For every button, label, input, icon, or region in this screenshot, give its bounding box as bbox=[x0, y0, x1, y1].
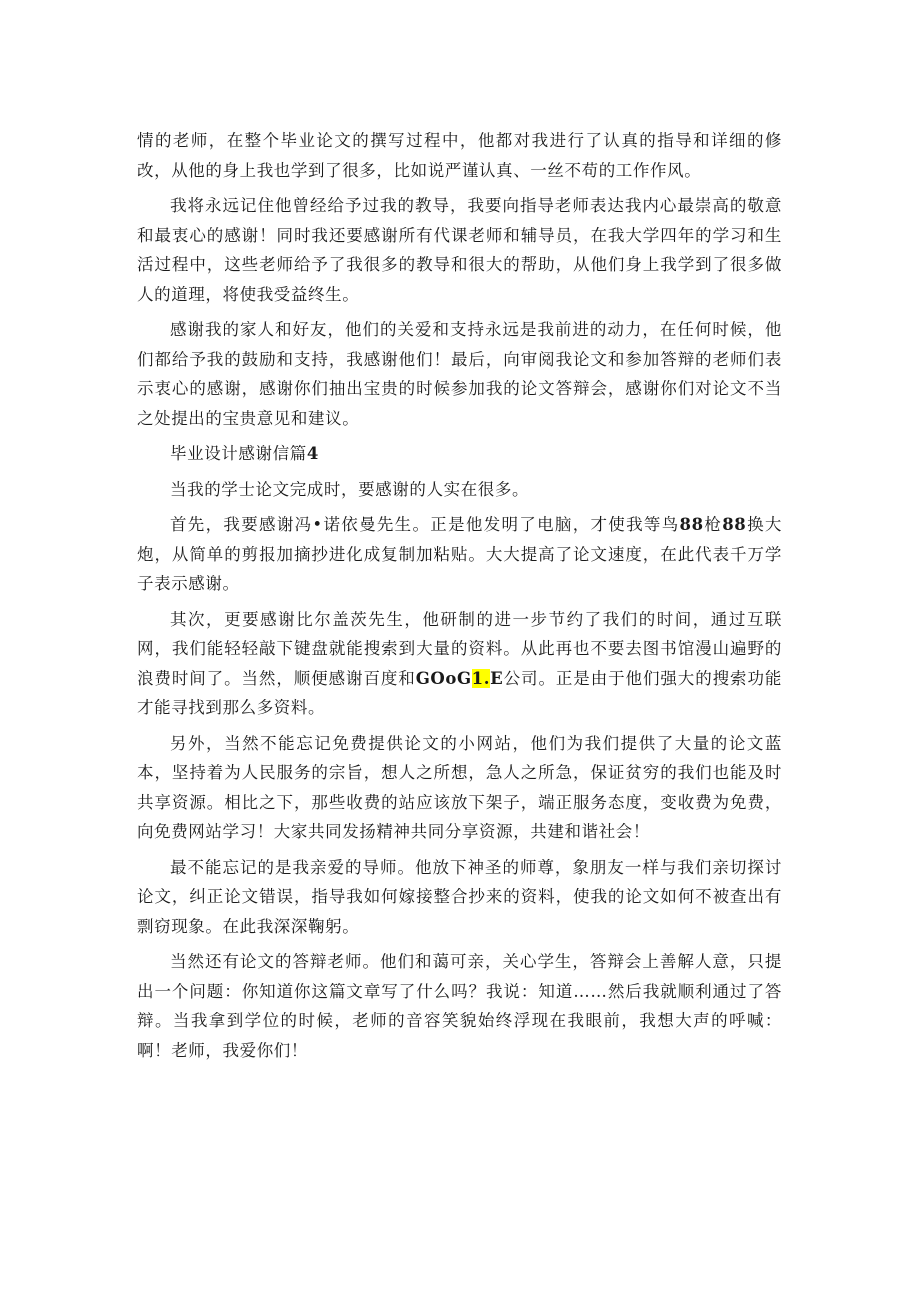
paragraph-4 bbox=[137, 510, 782, 599]
section-heading-number: 4 bbox=[306, 444, 319, 463]
paragraph-4-part-a: 首先，我要感谢冯•诺依曼先生。正是他发明了电脑，才使我等鸟 bbox=[170, 515, 680, 534]
paragraph-5-highlight: 1. bbox=[471, 668, 491, 688]
paragraph-3: 当我的学士论文完成时，要感谢的人实在很多。 bbox=[170, 479, 530, 499]
section-heading-text: 毕业设计感谢信篇 bbox=[170, 444, 307, 463]
paragraph-6: 另外，当然不能忘记免费提供论文的小网站，他们为我们提供了大量的论文蓝本，坚持着为人民服务的宗旨，想人之所想，急人之所急，保证贫穷的我们也能及时共享资源。相比之下，那些收费的站应该放下架子，端正服务态度，变收费为免费，向免费网站学习！大家共同发扬精神共同分享资源，共建和谐社会！ bbox=[137, 733, 782, 841]
paragraph-5-part-e: 公司。正是由于他们强大的搜索功能才能寻找到那么多资料。 bbox=[137, 668, 782, 717]
document-body bbox=[137, 126, 782, 1065]
paragraph-7: 最不能忘记的是我亲爱的导师。他放下神圣的师尊，象朋友一样与我们亲切探讨论文，纠正论文错误，指导我如何嫁接整合抄来的资料，使我的论文如何不被查出有剽窃现象。在此我深深鞠躬。 bbox=[137, 857, 782, 936]
paragraph-2: 感谢我的家人和好友，他们的关爱和支持永远是我前进的动力，在任何时候，他们都给予我的鼓励和支持，我感谢他们！最后，向审阅我论文和参加答辩的老师们表示衷心的感谢，感谢你们抽出宝贵的时候参加我的论文答辩会，感谢你们对论文不当之处提出的宝贵意见和建议。 bbox=[137, 320, 782, 428]
paragraph-5-part-a: 其次，更要感谢比尔盖茨先生，他研制的进一步节约了我们的时间，通过互联网，我们能轻轻敲下键盘就能搜索到大量的资料。从此再也不要去图书馆漫山遍野的浪费时间了。当然，顺便感谢百度和 bbox=[137, 609, 782, 688]
paragraph-5 bbox=[137, 605, 782, 723]
paragraph-4-part-e: 换大炮，从简单的剪报加摘抄进化成复制加粘贴。大大提高了论文速度，在此代表千万学子表示感谢。 bbox=[137, 515, 782, 593]
paragraph-1: 我将永远记住他曾经给予过我的教导，我要向指导老师表达我内心最崇高的敬意和最衷心的感谢！同时我还要感谢所有代课老师和辅导员，在我大学四年的学习和生活过程中，这些老师给予了我很多的教导和很大的帮助，从他们身上我学到了很多做人的道理，将使我受益终生。 bbox=[137, 196, 782, 304]
paragraph-4-part-c: 枪 bbox=[703, 515, 723, 534]
paragraph-4-num-2: 88 bbox=[722, 515, 747, 534]
paragraph-8: 当然还有论文的答辩老师。他们和蔼可亲，关心学生，答辩会上善解人意，只提出一个问题：你知道你这篇文章写了什么吗？我说：知道……然后我就顺利通过了答辩。当我拿到学位的时候，老师的音容笑貌始终浮现在我眼前，我想大声的呼喊：啊！老师，我爱你们！ bbox=[137, 952, 782, 1060]
paragraph-0: 情的老师，在整个毕业论文的撰写过程中，他都对我进行了认真的指导和详细的修改，从他的身上我也学到了很多，比如说严谨认真、一丝不苟的工作作风。 bbox=[137, 131, 782, 180]
paragraph-5-brand-a: GOoG bbox=[415, 668, 472, 688]
paragraph-4-num-1: 88 bbox=[679, 515, 704, 534]
section-heading bbox=[137, 439, 782, 469]
paragraph-5-brand-b: E bbox=[490, 668, 504, 688]
